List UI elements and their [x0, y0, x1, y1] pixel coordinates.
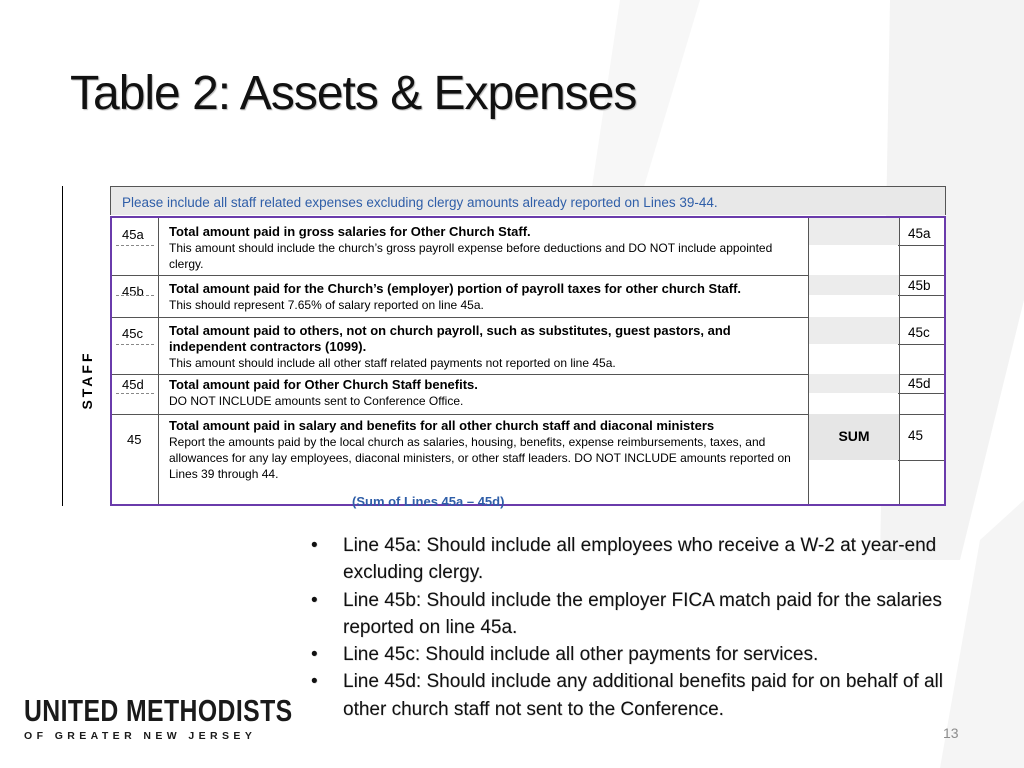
line-heading: Total amount paid in gross salaries for Other Church Staff. — [169, 224, 531, 239]
sum-amount-cell[interactable] — [808, 414, 900, 504]
sum-formula-note: (Sum of Lines 45a – 45d) — [352, 494, 505, 509]
staff-section-label: STAFF — [79, 350, 95, 410]
page-number: 13 — [943, 725, 959, 741]
line-45a-row — [112, 218, 944, 276]
instruction-note-row — [110, 186, 946, 215]
line-number-cell: 45b — [112, 275, 159, 317]
line-45c-row — [112, 317, 944, 375]
line-heading: Total amount paid in salary and benefits for all other church staff and diaconal ministers — [169, 418, 715, 433]
line-description — [169, 377, 804, 409]
line-ref-cell: 45a — [908, 218, 944, 275]
bullet-item: • Line 45b: Should include the employer FICA match paid for the salaries reported on line 45a. — [310, 587, 990, 642]
line-heading: Total amount paid to others, not on church payroll, such as substitutes, guest pastors, and independent contractors (1099). — [169, 323, 731, 354]
line-description — [169, 281, 804, 313]
line-45b-row — [112, 275, 944, 318]
line-detail: DO NOT INCLUDE amounts sent to Conference Office. — [169, 394, 464, 408]
line-number-cell: 45 — [112, 414, 159, 504]
bullet-item: • Line 45a: Should include all employees who receive a W-2 at year-end excluding clergy. — [310, 532, 990, 587]
staff-lines-highlight-box — [110, 216, 946, 509]
line-ref-cell: 45c — [908, 317, 944, 374]
staff-section-column — [62, 186, 111, 506]
line-description — [169, 224, 804, 272]
bullet-item: • Line 45c: Should include all other payments for services. — [310, 641, 990, 668]
line-ref-cell: 45 — [908, 414, 944, 504]
slide-title: Table 2: Assets & Expenses — [70, 67, 637, 120]
amount-input-cell[interactable] — [808, 275, 900, 317]
line-description — [169, 323, 804, 371]
amount-input-cell[interactable] — [808, 317, 900, 374]
line-detail: This should represent 7.65% of salary reported on line 45a. — [169, 298, 484, 312]
line-number-cell: 45a — [112, 218, 159, 275]
line-detail: Report the amounts paid by the local church as salaries, housing, benefits, expense reimbursements, taxes, and allowances for any lay employees, diaconal ministers, or other staff leaders. DO NOT INCLUDE amounts reported on Lines 39 through 44. — [169, 435, 791, 481]
line-description — [169, 418, 804, 482]
line-45-total-row — [112, 414, 944, 509]
bullet-list — [310, 532, 990, 723]
bullet-item: • Line 45d: Should include any additional benefits paid for on behalf of all other church staff not sent to the Conference. — [310, 668, 990, 723]
line-heading: Total amount paid for Other Church Staff benefits. — [169, 377, 478, 392]
organization-logo — [24, 694, 360, 742]
amount-input-cell[interactable] — [808, 218, 900, 275]
logo-sub-text: OF GREATER NEW JERSEY — [24, 730, 257, 742]
sum-label: SUM — [838, 428, 870, 444]
instruction-note: Please include all staff related expenses excluding clergy amounts already reported on Lines 39-44. — [122, 195, 718, 210]
line-heading: Total amount paid for the Church’s (employer) portion of payroll taxes for other church Staff. — [169, 281, 742, 296]
line-ref-cell: 45b — [908, 275, 944, 317]
line-ref-cell: 45d — [908, 374, 944, 414]
line-detail: This amount should include the church’s gross payroll expense before deductions and DO NOT include appointed clergy. — [169, 241, 773, 271]
line-number-cell: 45d — [112, 374, 159, 414]
line-detail: This amount should include all other staff related payments not reported on line 45a. — [169, 356, 616, 370]
line-number-cell: 45c — [112, 317, 159, 374]
logo-main-text: UNITED METHODISTS — [24, 693, 293, 728]
line-45d-row — [112, 374, 944, 415]
staff-expense-form-table — [62, 186, 946, 509]
amount-input-cell[interactable] — [808, 374, 900, 414]
